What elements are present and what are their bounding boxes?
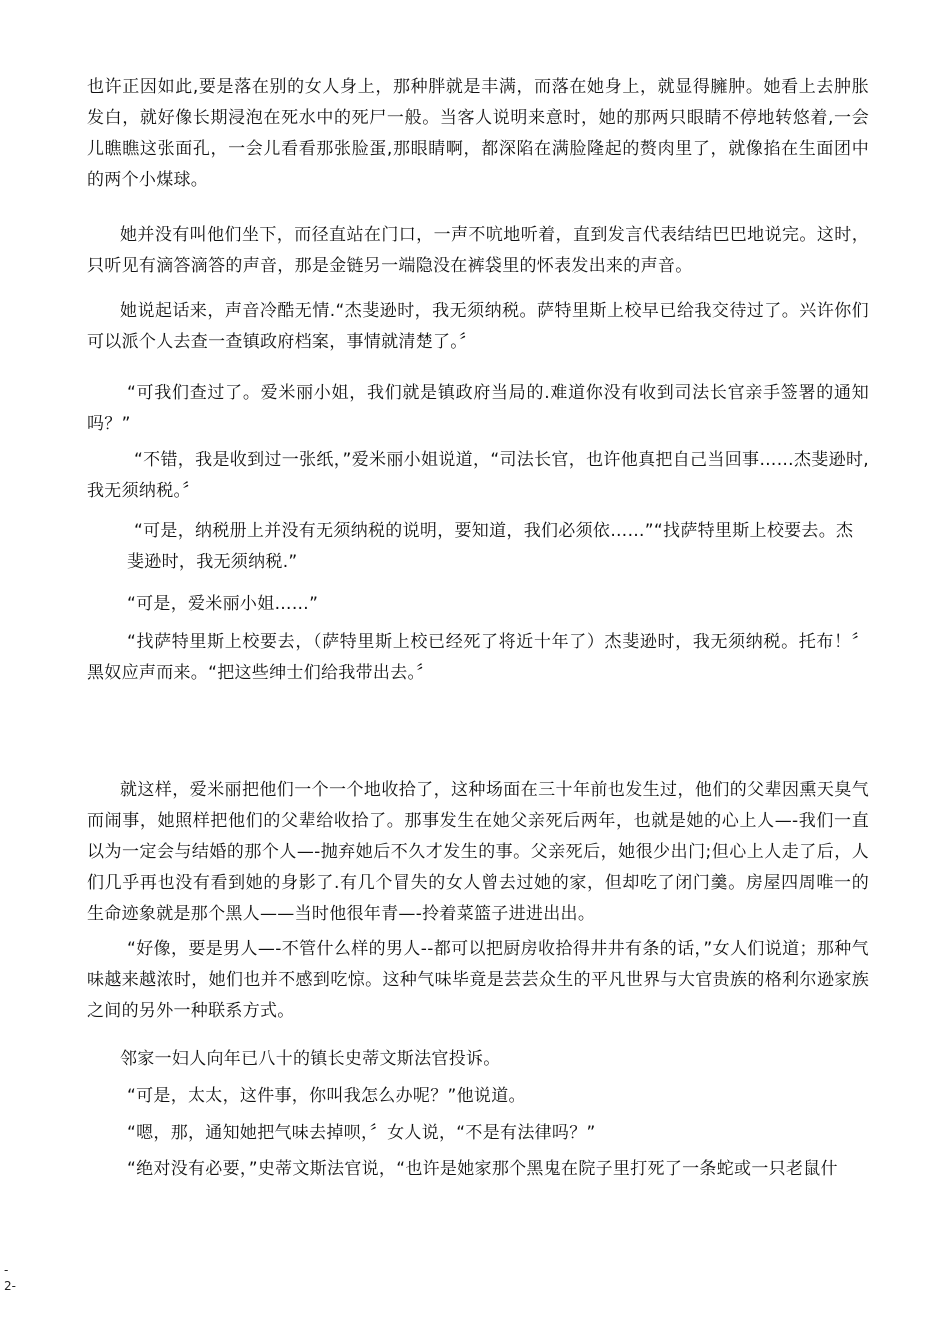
paragraph-3: 她说起话来，声音冷酷无情.“杰斐逊时，我无须纳税。萨特里斯上校早已给我交待过了。兴许你们可以派个人去查一查镇政府档案，事情就清楚了。〞: [87, 301, 869, 352]
paragraph-8: “找萨特里斯上校要去，（萨特里斯上校已经死了将近十年了）杰斐逊时，我无须纳税。托布！〞黑奴应声而来。“把这些绅士们给我带出去。〞: [87, 632, 869, 683]
paragraph-9: 就这样，爱米丽把他们一个一个地收拾了，这种场面在三十年前也发生过，他们的父辈因熏天臭气而闹事，她照样把他们的父辈给收拾了。那事发生在她父亲死后两年，也就是她的心上人—-我们一直以为一定会与结婚的那个人—-抛弃她后不久才发生的事。父亲死后，她很少出门;但心上人走了后，人们几乎再也没有看到她的身影了.有几个冒失的女人曾去过她的家，但却吃了闭门羹。房屋四周唯一的生命迹象就是那个黑人——当时他很年青—-拎着菜篮子进进出出。: [87, 780, 869, 924]
paragraph-6-line-2: 斐逊时，我无须纳税.”: [127, 552, 298, 572]
paragraph-11: 邻家一妇人向年已八十的镇长史蒂文斯法官投诉。: [120, 1049, 501, 1069]
paragraph-1: 也许正因如此,要是落在别的女人身上，那种胖就是丰满，而落在她身上，就显得臃肿。她看上去肿胀发白，就好像长期浸泡在死水中的死尸一般。当客人说明来意时，她的那两只眼睛不停地转悠着,一会儿瞧瞧这张面孔，一会儿看看那张脸蛋,那眼睛啊，都深陷在满脸隆起的赘肉里了，就像掐在生面团中的两个小煤球。: [87, 77, 869, 190]
paragraph-10: “好像，要是男人—-不管什么样的男人--都可以把厨房收拾得井井有条的话，”女人们说道；那种气味越来越浓时，她们也并不感到吃惊。这种气味毕竟是芸芸众生的平凡世界与大官贵族的格利尔逊家族之间的另外一种联系方式。: [87, 939, 869, 1021]
paragraph-7: “可是，爱米丽小姐……”: [127, 594, 319, 614]
page-number: [4, 1262, 16, 1294]
paragraph-4: “可我们查过了。爱米丽小姐，我们就是镇政府当局的.难道你没有收到司法长官亲手签署的通知吗？”: [87, 383, 869, 434]
paragraph-5: “不错，我是收到过一张纸，”爱米丽小姐说道，“司法长官，也许他真把自己当回事……杰斐逊时,我无须纳税。〞: [87, 450, 869, 501]
paragraph-13: “嗯，那，通知她把气味去掉呗，〞女人说，“不是有法律吗？”: [127, 1123, 596, 1143]
paragraph-2: 她并没有叫他们坐下，而径直站在门口，一声不吭地听着，直到发言代表结结巴巴地说完。这时，只听见有滴答滴答的声音，那是金链另一端隐没在裤袋里的怀表发出来的声音。: [87, 225, 869, 276]
paragraph-6-line-1: “可是，纳税册上并没有无须纳税的说明，要知道，我们必须依……”“找萨特里斯上校要去。杰: [134, 521, 854, 541]
page-number-top: -: [4, 1263, 9, 1277]
page-number-value: 2-: [4, 1279, 16, 1293]
paragraph-12: “可是，太太，这件事，你叫我怎么办呢？”他说道。: [127, 1086, 526, 1106]
paragraph-14: “绝对没有必要，”史蒂文斯法官说，“也许是她家那个黑鬼在院子里打死了一条蛇或一只老鼠什: [127, 1159, 838, 1179]
paragraph-6: [87, 516, 869, 578]
